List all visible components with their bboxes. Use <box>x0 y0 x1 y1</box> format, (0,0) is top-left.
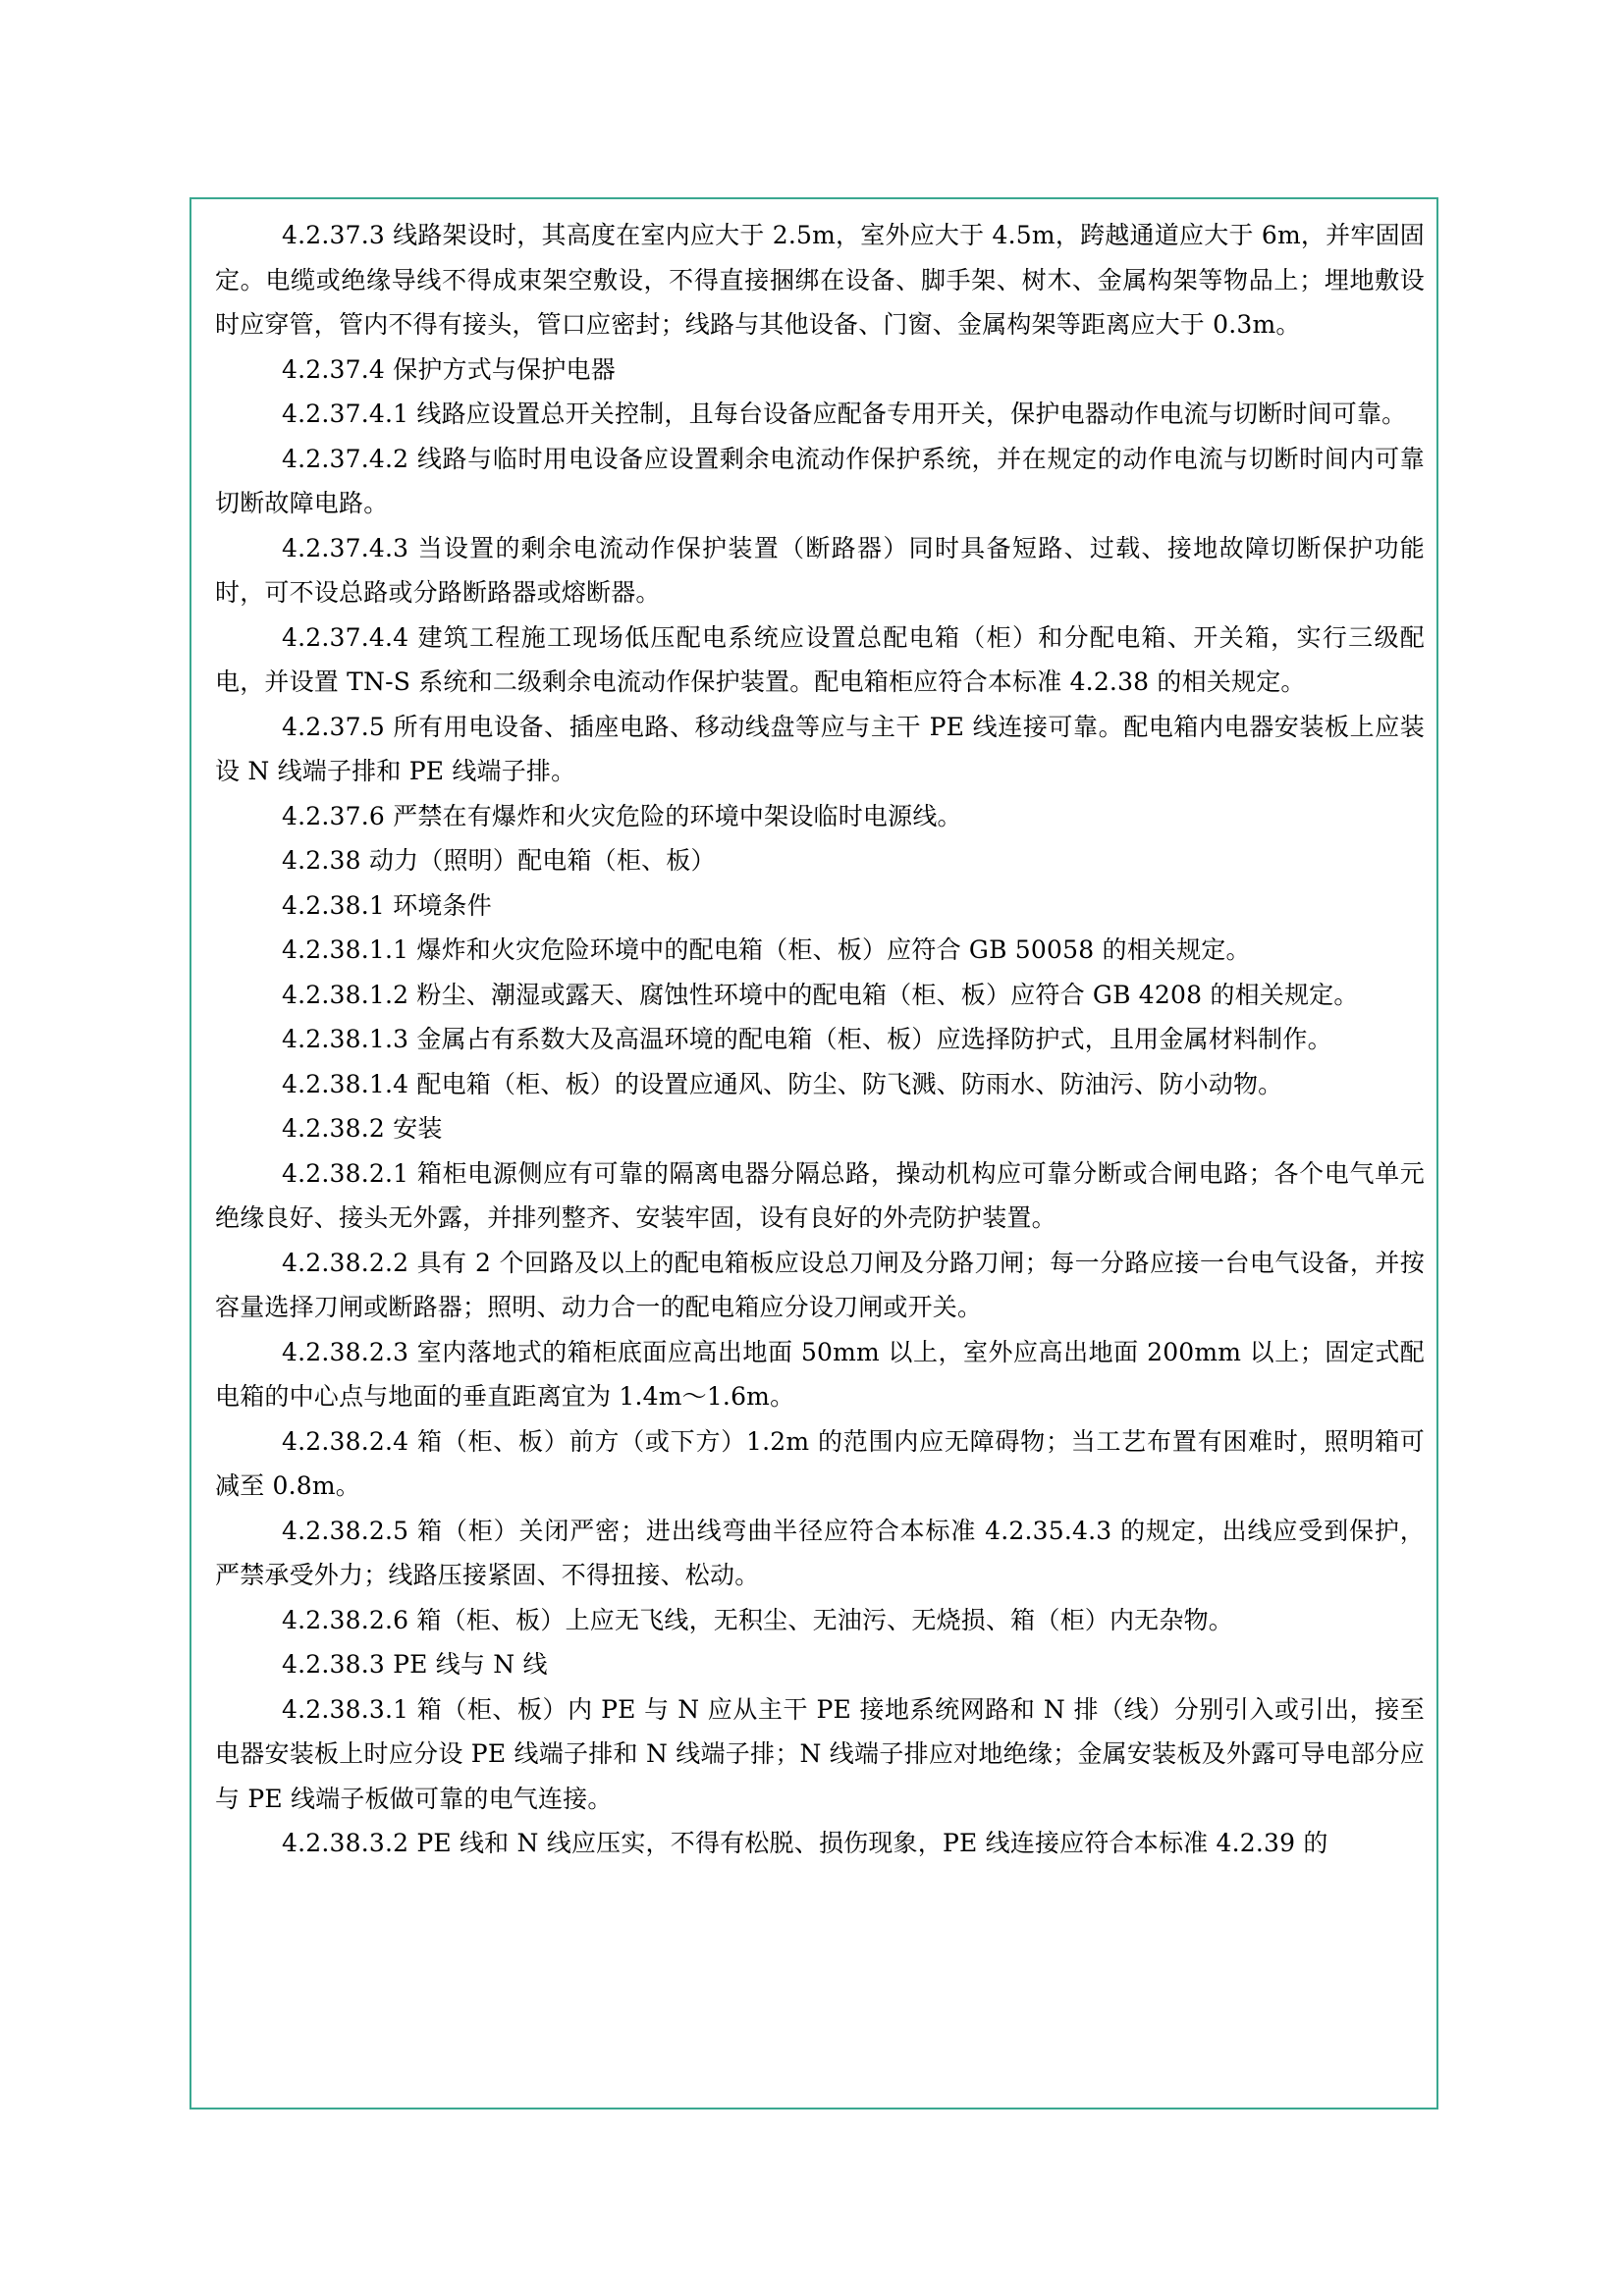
heading-4-2-37-4: 4.2.37.4 保护方式与保护电器 <box>282 354 616 384</box>
paragraph-4-2-38-3-2: 4.2.38.3.2 PE 线和 N 线应压实，不得有松脱、损伤现象，PE 线连接应符合本标准 4.2.39 的 <box>282 1829 1328 1857</box>
paragraph-4-2-37-4-4: 4.2.37.4.4 建筑工程施工现场低压配电系统应设置总配电箱（柜）和分配电箱、开关箱，实行三级配电，并设置 TN-S 系统和二级剩余电流动作保护装置。配电箱柜应符合本标准 4.2.38 的相关规定。 <box>215 622 1425 696</box>
paragraph-4-2-38-2-2: 4.2.38.2.2 具有 2 个回路及以上的配电箱板应设总刀闸及分路刀闸；每一分路应接一台电气设备，并按容量选择刀闸或断路器；照明、动力合一的配电箱应分设刀闸或开关。 <box>215 1248 1425 1321</box>
heading-4-2-38-1: 4.2.38.1 环境条件 <box>282 890 492 920</box>
document-body <box>215 213 1425 1866</box>
heading-4-2-38: 4.2.38 动力（照明）配电箱（柜、板） <box>282 846 716 875</box>
paragraph-4-2-37-4-3: 4.2.37.4.3 当设置的剩余电流动作保护装置（断路器）同时具备短路、过载、接地故障切断保护功能时，可不设总路或分路断路器或熔断器。 <box>215 533 1425 607</box>
paragraph-4-2-38-3-1: 4.2.38.3.1 箱（柜、板）内 PE 与 N 应从主干 PE 接地系统网路和 N 排（线）分别引入或引出，接至电器安装板上时应分设 PE 线端子排和 N 线端子排；N 线端子排应对地绝缘；金属安装板及外露可导电部分应与 PE 线端子板做可靠的电气连接。 <box>215 1694 1425 1813</box>
paragraph-4-2-37-5: 4.2.37.5 所有用电设备、插座电路、移动线盘等应与主干 PE 线连接可靠。配电箱内电器安装板上应装设 N 线端子排和 PE 线端子排。 <box>215 712 1425 785</box>
paragraph-4-2-37-3: 4.2.37.3 线路架设时，其高度在室内应大于 2.5m，室外应大于 4.5m，跨越通道应大于 6m，并牢固固定。电缆或绝缘导线不得成束架空敷设，不得直接捆绑在设备、脚手架、树木、金属构架等物品上；埋地敷设时应穿管，管内不得有接头，管口应密封；线路与其他设备、门窗、金属构架等距离应大于 0.3m。 <box>215 221 1425 339</box>
paragraph-4-2-38-1-4: 4.2.38.1.4 配电箱（柜、板）的设置应通风、防尘、防飞溅、防雨水、防油污、防小动物。 <box>282 1069 1283 1098</box>
document-frame <box>189 197 1438 2109</box>
paragraph-4-2-38-2-4: 4.2.38.2.4 箱（柜、板）前方（或下方）1.2m 的范围内应无障碍物；当工艺布置有困难时，照明箱可减至 0.8m。 <box>215 1426 1425 1500</box>
paragraph-4-2-38-2-6: 4.2.38.2.6 箱（柜、板）上应无飞线，无积尘、无油污、无烧损、箱（柜）内无杂物。 <box>282 1605 1233 1634</box>
paragraph-4-2-38-1-3: 4.2.38.1.3 金属占有系数大及高温环境的配电箱（柜、板）应选择防护式，且用金属材料制作。 <box>282 1025 1332 1053</box>
paragraph-4-2-38-1-1: 4.2.38.1.1 爆炸和火灾危险环境中的配电箱（柜、板）应符合 GB 50058 的相关规定。 <box>282 935 1251 964</box>
paragraph-4-2-38-2-3: 4.2.38.2.3 室内落地式的箱柜底面应高出地面 50mm 以上，室外应高出地面 200mm 以上；固定式配电箱的中心点与地面的垂直距离宜为 1.4m～1.6m。 <box>215 1337 1425 1411</box>
paragraph-4-2-37-4-1: 4.2.37.4.1 线路应设置总开关控制，且每台设备应配备专用开关，保护电器动作电流与切断时间可靠。 <box>282 400 1407 428</box>
paragraph-4-2-38-2-5: 4.2.38.2.5 箱（柜）关闭严密；进出线弯曲半径应符合本标准 4.2.35.4.3 的规定，出线应受到保护，严禁承受外力；线路压接紧固、不得扭接、松动。 <box>215 1516 1425 1589</box>
heading-4-2-38-3: 4.2.38.3 PE 线与 N 线 <box>282 1650 548 1679</box>
paragraph-4-2-38-1-2: 4.2.38.1.2 粉尘、潮湿或露天、腐蚀性环境中的配电箱（柜、板）应符合 GB 4208 的相关规定。 <box>282 980 1359 1009</box>
paragraph-4-2-37-4-2: 4.2.37.4.2 线路与临时用电设备应设置剩余电流动作保护系统，并在规定的动作电流与切断时间内可靠切断故障电路。 <box>215 444 1425 517</box>
paragraph-4-2-37-6: 4.2.37.6 严禁在有爆炸和火灾危险的环境中架设临时电源线。 <box>282 801 962 830</box>
paragraph-4-2-38-2-1: 4.2.38.2.1 箱柜电源侧应有可靠的隔离电器分隔总路，操动机构应可靠分断或合闸电路；各个电气单元绝缘良好、接头无外露，并排列整齐、安装牢固，设有良好的外壳防护装置。 <box>215 1158 1425 1232</box>
heading-4-2-38-2: 4.2.38.2 安装 <box>282 1114 443 1143</box>
